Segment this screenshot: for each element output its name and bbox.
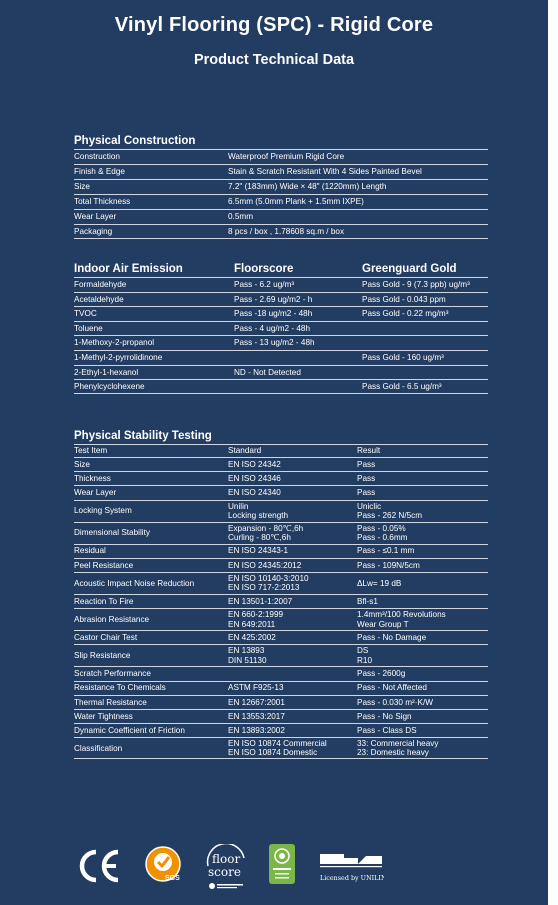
result-line: 33: Commercial heavy <box>357 738 439 748</box>
result-line: Pass - No Damage <box>357 632 427 642</box>
result-line: Pass <box>357 488 376 498</box>
result-line: Wear Group T <box>357 619 409 629</box>
standard-line: EN 13893 <box>228 646 265 656</box>
result-line: Pass <box>357 459 376 469</box>
test-standard <box>228 545 288 558</box>
test-row <box>74 457 488 471</box>
column-heading-floorscore: Floorscore <box>234 263 294 275</box>
table-header-row <box>74 444 488 457</box>
test-row <box>74 737 488 759</box>
standard-line: DIN 51130 <box>228 655 267 665</box>
floorscore-logo <box>204 844 248 890</box>
test-item: Reaction To Fire <box>74 596 134 606</box>
test-standard <box>228 682 284 695</box>
test-row <box>74 500 488 522</box>
section-heading: Indoor Air Emission <box>74 263 183 275</box>
test-row <box>74 522 488 544</box>
test-item: Size <box>74 459 90 469</box>
test-item: Locking System <box>74 506 132 516</box>
unilin-text: Licensed by UNILIN <box>320 874 384 882</box>
column-heading-greenguard: Greenguard Gold <box>362 263 457 275</box>
test-standard <box>228 573 309 594</box>
spec-row <box>74 224 488 239</box>
test-row <box>74 544 488 558</box>
test-standard <box>228 486 281 499</box>
test-item: Abrasion Resistance <box>74 614 150 624</box>
test-standard <box>228 645 267 666</box>
standard-line: EN ISO 24345:2012 <box>228 560 302 570</box>
standard-line: ASTM F925-13 <box>228 683 284 693</box>
spec-value: 8 pcs / box , 1.78608 sq.m / box <box>228 226 345 236</box>
standard-line: EN ISO 717-2:2013 <box>228 583 300 593</box>
test-item: Resistance To Chemicals <box>74 683 166 693</box>
spec-label: Total Thickness <box>74 197 131 207</box>
right-edge-strip <box>548 0 558 905</box>
floorscore-top-text: floor <box>212 852 241 866</box>
test-result <box>357 645 372 666</box>
test-item: Dynamic Coefficient of Friction <box>74 725 185 735</box>
test-item: Water Tightness <box>74 711 133 721</box>
standard-line: Unilin <box>228 501 249 511</box>
spec-row <box>74 194 488 209</box>
result-line: Pass - Not Affected <box>357 683 427 693</box>
greenguard-result: Pass Gold - 9 (7.3 ppb) ug/m³ <box>362 280 470 290</box>
test-standard <box>228 595 292 608</box>
spec-value: 6.5mm (5.0mm Plank + 1.5mm IXPE) <box>228 197 364 207</box>
test-result <box>357 472 375 485</box>
spec-label: Finish & Edge <box>74 167 125 177</box>
test-standard <box>228 523 303 544</box>
test-item: Slip Resistance <box>74 651 131 661</box>
standard-line: Curling - 80℃,6h <box>228 533 291 543</box>
test-result <box>357 724 417 737</box>
greenguard-result: Pass Gold - 6.5 ug/m³ <box>362 381 442 391</box>
test-standard <box>228 710 285 723</box>
result-line: Pass - No Sign <box>357 711 412 721</box>
result-line: Uniclic <box>357 501 382 511</box>
standard-line: EN 649:2011 <box>228 619 276 629</box>
result-line: Pass - 0.030 m²·K/W <box>357 697 433 707</box>
stability-section <box>74 429 488 759</box>
indoor-air-section <box>74 262 488 394</box>
sgs-label: SGS <box>165 875 180 882</box>
emission-row <box>74 306 488 321</box>
emission-compound: TVOC <box>74 309 97 319</box>
section-heading: Physical Stability Testing <box>74 430 212 442</box>
emission-compound: Formaldehyde <box>74 280 127 290</box>
emission-compound: 1-Methoxy-2-propanol <box>74 338 155 348</box>
standard-line: EN ISO 10874 Domestic <box>228 748 318 758</box>
result-line: Pass - 262 N/5cm <box>357 511 423 521</box>
floorscore-result: Pass -18 ug/m2 - 48h <box>234 309 313 319</box>
result-line: Pass - 0.6mm <box>357 533 408 543</box>
result-line: R10 <box>357 655 373 665</box>
spec-value: 7.2" (183mm) Wide × 48" (1220mm) Length <box>228 182 387 192</box>
test-result <box>357 559 420 572</box>
standard-line: EN ISO 10140-3:2010 <box>228 573 309 583</box>
test-standard <box>228 696 285 709</box>
emission-compound: 2-Ethyl-1-hexanol <box>74 367 139 377</box>
test-item: Wear Layer <box>74 488 117 498</box>
standard-line: EN ISO 24343-1 <box>228 546 289 556</box>
emission-row <box>74 292 488 307</box>
test-result <box>357 523 408 544</box>
test-row <box>74 572 488 594</box>
section-heading: Physical Construction <box>74 135 196 147</box>
spec-row <box>74 164 488 179</box>
standard-line: EN ISO 24342 <box>228 459 281 469</box>
floorscore-result: ND - Not Detected <box>234 367 301 377</box>
result-line: Bfl-s1 <box>357 596 378 606</box>
greenguard-result: Pass Gold - 160 ug/m³ <box>362 353 444 363</box>
test-result <box>357 667 405 680</box>
test-row <box>74 723 488 737</box>
spec-row <box>74 179 488 194</box>
test-result <box>357 545 414 558</box>
test-item: Thermal Resistance <box>74 697 147 707</box>
test-row <box>74 471 488 485</box>
floorscore-result: Pass - 4 ug/m2 - 48h <box>234 323 310 333</box>
result-line: Pass - 0.05% <box>357 523 406 533</box>
emission-row <box>74 321 488 336</box>
page-subtitle: Product Technical Data <box>193 52 355 68</box>
standard-line: EN 660-2:1999 <box>228 610 284 620</box>
greenguard-result: Pass Gold - 0.22 mg/m³ <box>362 309 449 319</box>
column-header: Standard <box>228 446 262 456</box>
greenguard-result: Pass Gold - 0.043 ppm <box>362 294 446 304</box>
test-standard <box>228 724 285 737</box>
emission-row <box>74 365 488 380</box>
result-line: ΔLw= 19 dB <box>357 578 402 588</box>
emission-compound: 1-Methyl-2-pyrrolidinone <box>74 353 163 363</box>
test-row <box>74 608 488 630</box>
unilin-logo <box>318 852 384 884</box>
test-item: Peel Resistance <box>74 560 134 570</box>
spec-value: 0.5mm <box>228 212 254 222</box>
column-header: Result <box>357 446 381 456</box>
emission-compound: Toluene <box>74 323 103 333</box>
test-result <box>357 696 433 709</box>
standard-line: EN 13501-1:2007 <box>228 596 293 606</box>
test-result <box>357 595 378 608</box>
result-line: Pass - 2600g <box>357 669 406 679</box>
emission-row <box>74 379 488 394</box>
physical-construction-section <box>74 134 488 239</box>
result-line: DS <box>357 646 369 656</box>
emission-compound: Acetaldehyde <box>74 294 124 304</box>
standard-line: EN ISO 10874 Commercial <box>228 738 327 748</box>
test-standard <box>228 609 283 630</box>
spec-label: Wear Layer <box>74 212 117 222</box>
column-header: Test Item <box>74 446 108 456</box>
test-standard <box>228 501 288 522</box>
test-standard <box>228 738 327 758</box>
test-standard <box>228 458 281 471</box>
standard-line: EN ISO 24340 <box>228 488 281 498</box>
test-result <box>357 501 422 522</box>
test-item: Scratch Performance <box>74 669 151 679</box>
test-row <box>74 666 488 680</box>
standard-line: EN ISO 24346 <box>228 474 281 484</box>
test-row <box>74 709 488 723</box>
floorscore-result: Pass - 6.2 ug/m³ <box>234 280 295 290</box>
test-row <box>74 558 488 572</box>
page-title: Vinyl Flooring (SPC) - Rigid Core <box>114 14 434 36</box>
test-standard <box>228 559 301 572</box>
test-result <box>357 609 446 630</box>
test-item: Classification <box>74 743 123 753</box>
result-line: Pass - 109N/5cm <box>357 560 420 570</box>
standard-line: EN 13553:2017 <box>228 711 285 721</box>
standard-line: Locking strength <box>228 511 289 521</box>
test-row <box>74 630 488 644</box>
emission-row <box>74 277 488 292</box>
test-result <box>357 631 426 644</box>
test-result <box>357 573 401 594</box>
test-result <box>357 458 375 471</box>
test-result <box>357 710 412 723</box>
test-result <box>357 682 427 695</box>
test-result <box>357 738 438 758</box>
result-line: Pass <box>357 474 376 484</box>
standard-line: EN 12667:2001 <box>228 697 285 707</box>
test-item: Castor Chair Test <box>74 632 138 642</box>
test-item: Dimensional Stability <box>74 528 150 538</box>
greenguard-gold-icon <box>269 844 295 884</box>
result-line: Pass - Class DS <box>357 725 417 735</box>
certification-logos <box>0 842 548 892</box>
standard-line: EN 13893:2002 <box>228 725 285 735</box>
spec-label: Size <box>74 182 90 192</box>
result-line: Pass - ≤0.1 mm <box>357 546 415 556</box>
result-line: 23: Domestic heavy <box>357 748 429 758</box>
sgs-seal-icon <box>143 844 183 884</box>
test-row <box>74 485 488 499</box>
standard-line: Expansion - 80℃,6h <box>228 523 304 533</box>
test-row <box>74 644 488 666</box>
test-item: Residual <box>74 546 106 556</box>
test-standard <box>228 631 276 644</box>
spec-row <box>74 149 488 164</box>
spec-row <box>74 209 488 224</box>
emission-row <box>74 335 488 350</box>
spec-value: Stain & Scratch Resistant With 4 Sides Painted Bevel <box>228 167 422 177</box>
test-item: Acoustic Impact Noise Reduction <box>74 578 195 588</box>
test-row <box>74 681 488 695</box>
spec-label: Construction <box>74 152 120 162</box>
test-result <box>357 486 375 499</box>
spec-label: Packaging <box>74 226 113 236</box>
floorscore-result: Pass - 13 ug/m2 - 48h <box>234 338 315 348</box>
test-row <box>74 594 488 608</box>
spec-value: Waterproof Premium Rigid Core <box>228 152 345 162</box>
test-item: Thickness <box>74 474 111 484</box>
floorscore-result: Pass - 2.69 ug/m2 - h <box>234 294 313 304</box>
standard-line: EN 425:2002 <box>228 632 276 642</box>
floorscore-bottom-text: score <box>208 865 241 879</box>
ce-mark-icon <box>78 848 122 884</box>
emission-compound: Phenylcyclohexene <box>74 381 145 391</box>
test-standard <box>228 472 281 485</box>
test-row <box>74 695 488 709</box>
result-line: 1.4mm³/100 Revolutions <box>357 610 446 620</box>
emission-row <box>74 350 488 365</box>
